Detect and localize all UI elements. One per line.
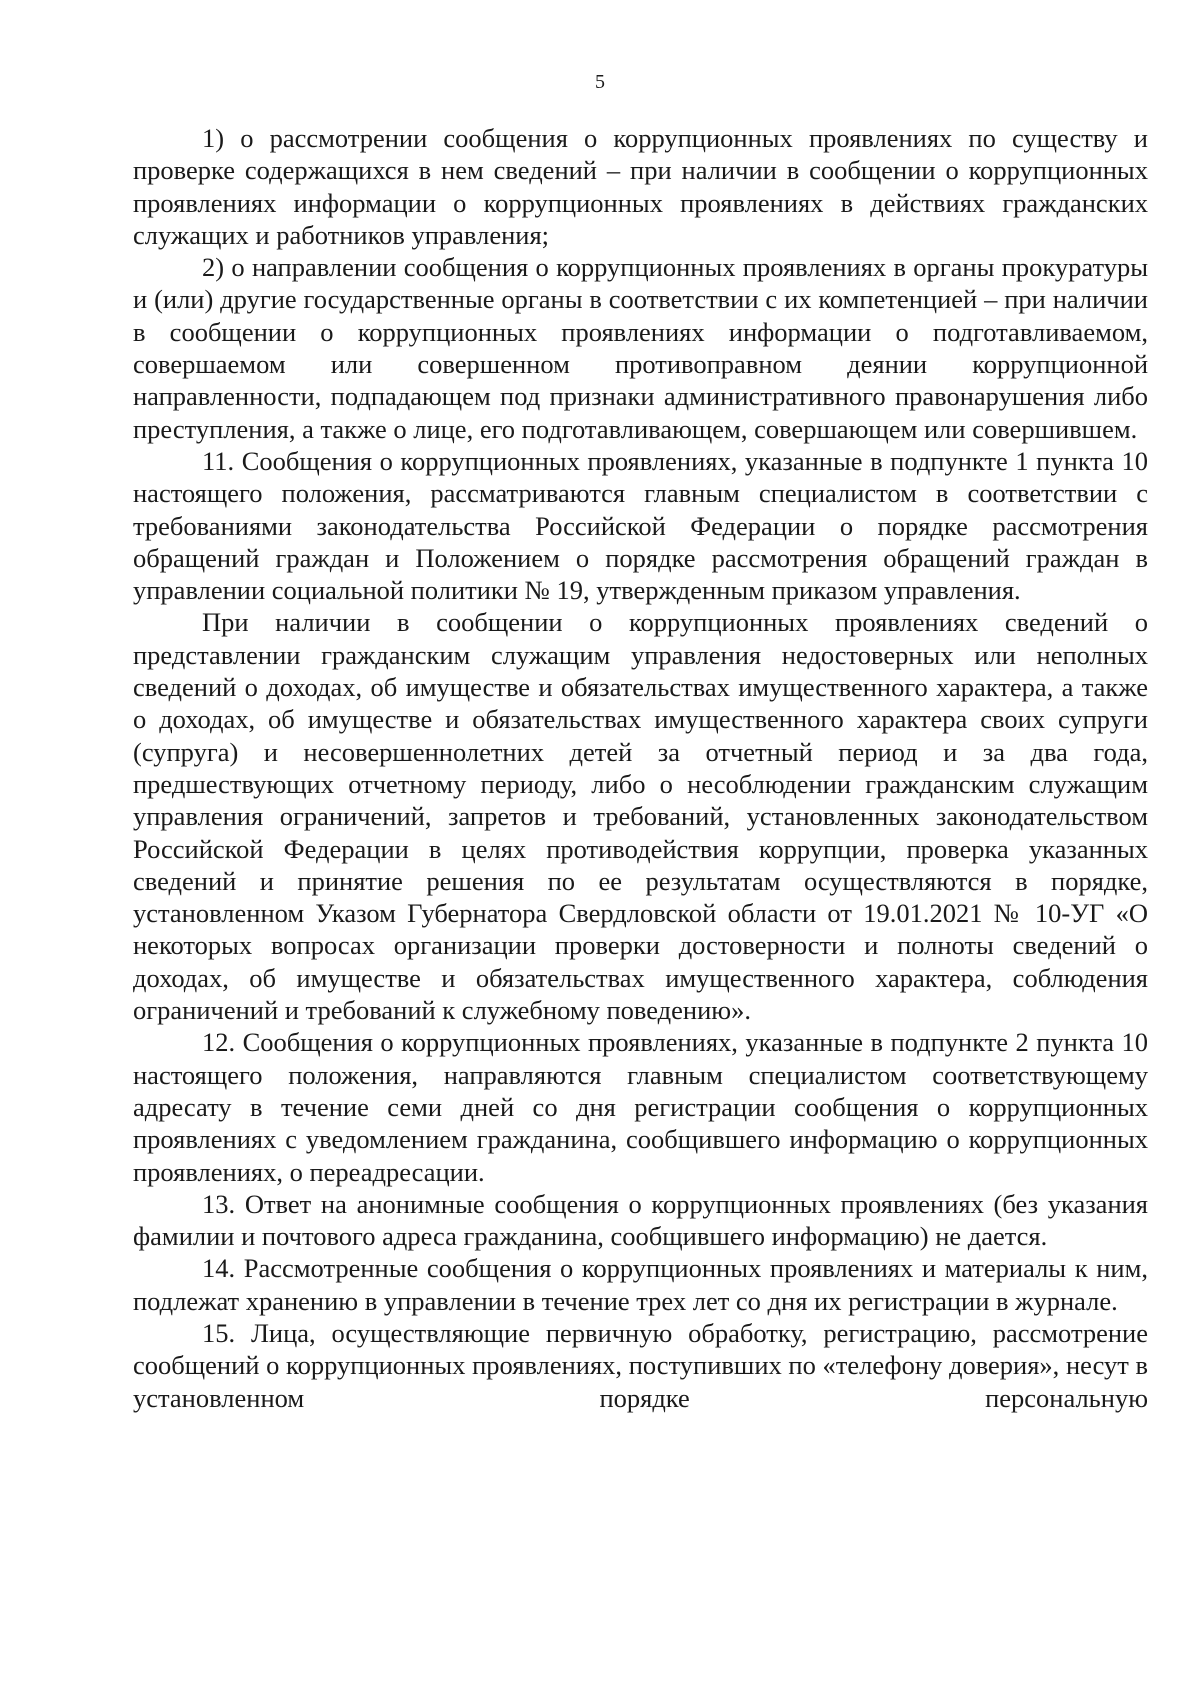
document-body (133, 122, 1148, 1414)
paragraph-item-2: 2) о направлении сообщения о коррупционных проявлениях в органы прокуратуры и (или) другие государственные органы в соответствии с их компетенцией – при наличии в сообщении о коррупционных проявлениях информации о подготавливаемом, совершаемом или совершенном противоправном деянии коррупционной направленности, подпадающем под признаки административного правонарушения либо преступления, а также о лице, его подготавливающем, совершающем или совершившем. (133, 252, 1148, 444)
paragraph-clause-13: 13. Ответ на анонимные сообщения о коррупционных проявлениях (без указания фамилии и почтового адреса гражданина, сообщившего информацию) не дается. (133, 1188, 1148, 1252)
paragraph-clause-15: 15. Лица, осуществляющие первичную обработку, регистрацию, рассмотрение сообщений о коррупционных проявлениях, поступивших по «телефону доверия», несут в установленном порядке персональную (133, 1317, 1148, 1413)
paragraph-verification: При наличии в сообщении о коррупционных проявлениях сведений о представлении гражданским служащим управления недостоверных или неполных сведений о доходах, об имуществе и обязательствах имущественного характера, а также о доходах, об имуществе и обязательствах имущественного характера своих супруги (супруга) и несовершеннолетних детей за отчетный период и за два года, предшествующих отчетному периоду, либо о несоблюдении гражданским служащим управления ограничений, запретов и требований, установленных законодательством Российской Федерации в целях противодействия коррупции, проверка указанных сведений и принятие решения по ее результатам осуществляются в порядке, установленном Указом Губернатора Свердловской области от 19.01.2021 № 10-УГ «О некоторых вопросах организации проверки достоверности и полноты сведений о доходах, об имуществе и обязательствах имущественного характера, соблюдения ограничений и требований к служебному поведению». (133, 607, 1148, 1026)
paragraph-item-1: 1) о рассмотрении сообщения о коррупционных проявлениях по существу и проверке содержащихся в нем сведений – при наличии в сообщении о коррупционных проявлениях информации о коррупционных проявлениях в действиях гражданских служащих и работников управления; (133, 123, 1148, 250)
paragraph-clause-14: 14. Рассмотренные сообщения о коррупционных проявлениях и материалы к ним, подлежат хранению в управлении в течение трех лет со дня их регистрации в журнале. (133, 1253, 1148, 1316)
paragraph-clause-11: 11. Сообщения о коррупционных проявлениях, указанные в подпункте 1 пункта 10 настоящего положения, рассматриваются главным специалистом в соответствии с требованиями законодательства Российской Федерации о порядке рассмотрения обращений граждан и Положением о порядке рассмотрения обращений граждан в управлении социальной политики № 19, утвержденным приказом управления. (133, 445, 1148, 606)
paragraph-clause-12: 12. Сообщения о коррупционных проявлениях, указанные в подпункте 2 пункта 10 настоящего положения, направляются главным специалистом соответствующему адресату в течение семи дней со дня регистрации сообщения о коррупционных проявлениях с уведомлением гражданина, сообщившего информацию о коррупционных проявлениях, о переадресации. (133, 1027, 1148, 1187)
page-number: 5 (595, 71, 605, 93)
